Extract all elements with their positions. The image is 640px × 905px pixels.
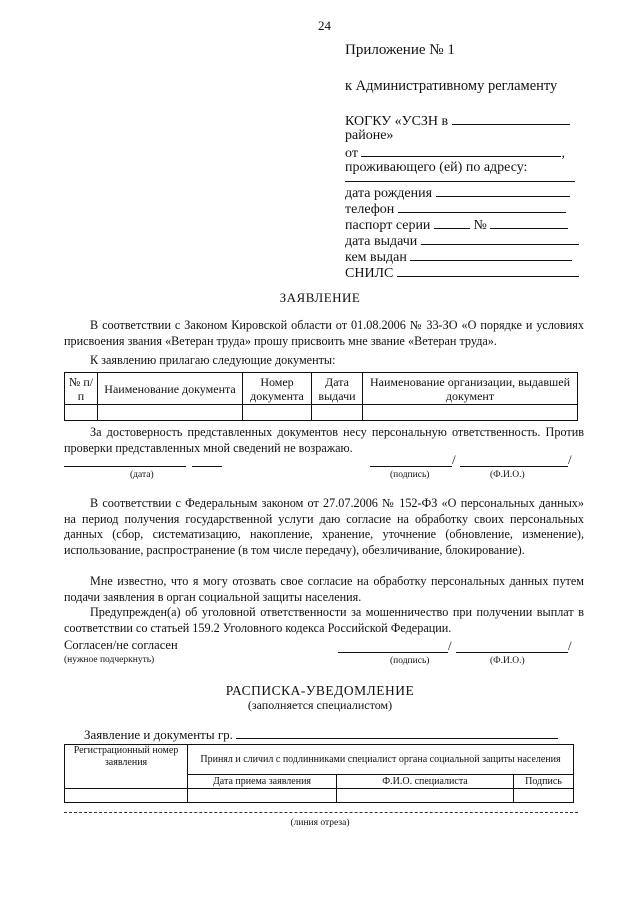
passport-no-field[interactable] [490, 216, 568, 229]
appendix-title: Приложение № 1 [345, 42, 455, 58]
documents-table [64, 372, 578, 421]
cut-line [64, 812, 578, 813]
regulation-ref: к Административному регламенту [345, 78, 558, 94]
table-cell[interactable] [243, 405, 312, 421]
org-label: КОГКУ «УСЗН в [345, 114, 449, 129]
cut-line-caption: (линия отреза) [290, 818, 350, 828]
consent-fio-caption: (Ф.И.О.) [490, 656, 525, 666]
from-suffix: , [561, 146, 565, 161]
slash: / [568, 452, 572, 467]
birth-label: дата рождения [345, 186, 433, 201]
consent-label[interactable]: Согласен/не согласен [64, 638, 178, 652]
consent-fio-field[interactable] [456, 652, 568, 653]
slash: / [568, 638, 572, 653]
col-reg-number: Регистрационный номер заявления [65, 745, 188, 789]
receipt-name-field[interactable] [236, 726, 558, 739]
fio-field[interactable] [460, 466, 568, 467]
col-doc-name: Наименование документа [98, 373, 243, 405]
col-issuing-org: Наименование организации, выдавшей документ [363, 373, 578, 405]
passport-no-label: № [473, 218, 487, 233]
from-label: от [345, 146, 358, 161]
receipt-subtitle: (заполняется специалистом) [247, 698, 393, 712]
revoke-paragraph: Мне известно, что я могу отозвать свое согласие на обработку персональных данных путем подачи заявления в орган социальной защиты населения. [64, 574, 584, 604]
phone-field[interactable] [398, 200, 566, 213]
table-cell[interactable] [514, 789, 574, 803]
table-cell[interactable] [337, 789, 514, 803]
col-number: № п/п [65, 373, 98, 405]
attachments-paragraph: К заявлению прилагаю следующие документы: [90, 353, 336, 367]
fio-caption: (Ф.И.О.) [490, 470, 525, 480]
issued-by-field[interactable] [410, 248, 572, 261]
col-accept-date: Дата приема заявления [188, 775, 337, 789]
table-row [65, 789, 574, 803]
signature-field[interactable] [370, 466, 452, 467]
responsibility-paragraph: За достоверность представленных документов несу персональную ответственность. Против проверки представленных мной сведений не возражаю. [64, 425, 584, 455]
org-field[interactable] [452, 112, 570, 125]
issue-date-label: дата выдачи [345, 234, 418, 249]
snils-line [345, 264, 579, 282]
signature-caption: (подпись) [390, 470, 430, 480]
personal-data-paragraph: В соответствии с Федеральным законом от 27.07.2006 № 152-ФЗ «О персональных данных» на период получения государственной услуги даю согласие на обработку своих персональных данных (сбор, систематизацию, накопление, хранение, уточнение (обновление, изменение), использование, распространение (в том числе передачу), обезличивание, блокирование). [64, 496, 584, 557]
passport-series-field[interactable] [434, 216, 470, 229]
date-field-extra[interactable] [192, 466, 222, 467]
col-doc-number: Номер документа [243, 373, 312, 405]
address-field[interactable] [345, 181, 575, 182]
birth-field[interactable] [436, 184, 570, 197]
slash: / [448, 638, 452, 653]
receipt-title: РАСПИСКА-УВЕДОМЛЕНИЕ [225, 683, 415, 698]
receipt-table [64, 744, 574, 803]
receipt-docs-line [84, 726, 558, 743]
fraud-warning-paragraph: Предупрежден(а) об уголовной ответственности за мошенничество при получении выплат в соответствии со статьей 159.2 Уголовного кодекса Российской Федерации. [64, 605, 584, 635]
col-specialist-fio: Ф.И.О. специалиста [337, 775, 514, 789]
slash: / [452, 452, 456, 467]
snils-field[interactable] [397, 264, 579, 277]
issued-by-label: кем выдан [345, 250, 407, 265]
col-signature: Подпись [514, 775, 574, 789]
table-cell[interactable] [65, 789, 188, 803]
date-caption: (дата) [130, 470, 154, 480]
issue-date-field[interactable] [421, 232, 579, 245]
page-number: 24 [318, 18, 331, 33]
receipt-docs-label: Заявление и документы гр. [84, 727, 233, 742]
table-row [65, 405, 578, 421]
consent-signature-field[interactable] [338, 652, 448, 653]
table-cell[interactable] [98, 405, 243, 421]
statement-title: ЗАЯВЛЕНИЕ [279, 290, 361, 305]
district-label: районе» [345, 128, 394, 143]
residing-label: проживающего (ей) по адресу: [345, 160, 528, 175]
statement-paragraph: В соответствии с Законом Кировской области от 01.08.2006 № 33-ЗО «О порядке и условиях присвоения звания «Ветеран труда» прошу присвоить мне звание «Ветеран труда». [64, 318, 584, 348]
table-cell[interactable] [312, 405, 363, 421]
col-issue-date: Дата выдачи [312, 373, 363, 405]
col-accepted-by: Принял и сличил с подлинниками специалист органа социальной защиты населения [188, 745, 574, 775]
consent-hint: (нужное подчеркнуть) [64, 655, 155, 665]
passport-series-label: паспорт серии [345, 218, 431, 233]
date-field[interactable] [64, 466, 186, 467]
from-field[interactable] [361, 144, 561, 157]
consent-signature-caption: (подпись) [390, 656, 430, 666]
phone-label: телефон [345, 202, 395, 217]
snils-label: СНИЛС [345, 266, 394, 281]
table-cell[interactable] [363, 405, 578, 421]
table-cell[interactable] [188, 789, 337, 803]
table-cell[interactable] [65, 405, 98, 421]
